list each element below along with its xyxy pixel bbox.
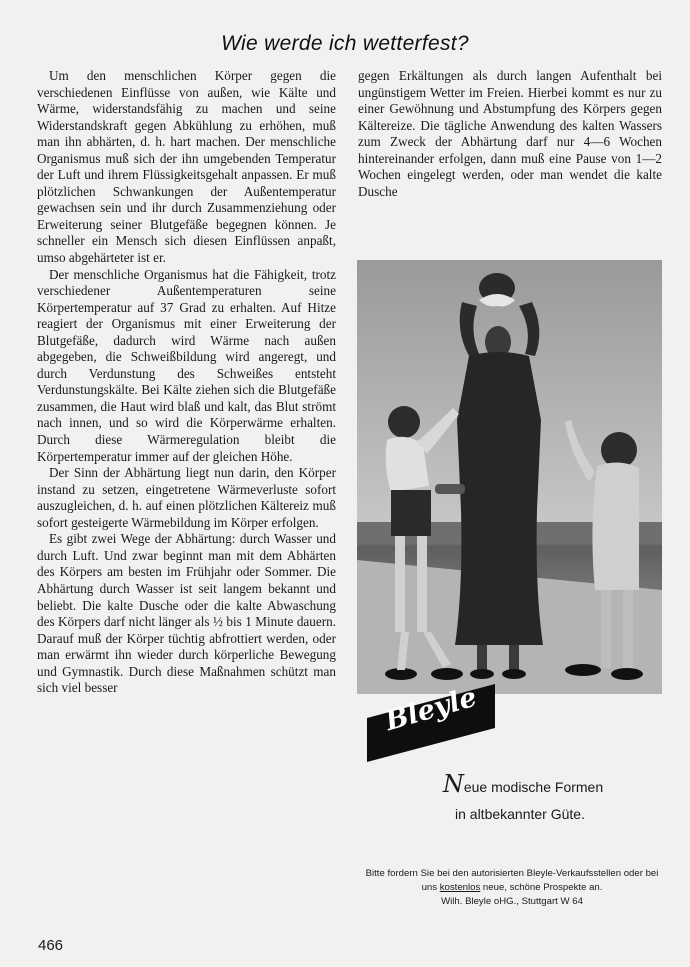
- advertisement-tagline: [390, 771, 650, 828]
- article-paragraph: Der Sinn der Abhärtung liegt nun darin, den Körper instand zu setzen, eingetretene Wärmeverluste sofort auszugleichen, d. h. auf einen plötzlichen Kältereiz muß sofort gesteigerte Wärmebildung im Körper erfolgen.: [37, 465, 336, 530]
- contact-text: Bitte fordern Sie bei den autorisierten Bleyle-Verkaufsstellen oder bei uns: [365, 868, 659, 893]
- article-paragraph: Es gibt zwei Wege der Abhärtung: durch Wasser und durch Luft. Und zwar beginnt man mit dem Abhärten des Körpers am besten im Frühjahr oder Sommer. Die Abhärtung durch Wasser ist seit langem bekannt und beliebt. Die kalte Dusche oder die kalte Abwaschung des Körpers darf nicht länger als ½ bis 1 Minute dauern. Darauf muß der Körper tüchtig abfrottiert werden, oder man erwärmt ihn wieder durch körperliche Bewegung und Gymnastik. Durch diese Maßnahmen schützt man sich viel besser: [37, 531, 336, 696]
- contact-underlined-word: kostenlos: [439, 882, 481, 893]
- article-column-right: [358, 68, 662, 200]
- bleyle-logo-text: Bleyle: [381, 681, 481, 738]
- advertisement-photo-illustration: [357, 260, 662, 694]
- article-paragraph: Der menschliche Organismus hat die Fähigkeit, trotz verschiedener Außentemperaturen seine Körpertemperatur auf 37 Grad zu erhalten. Auf Hitze reagiert der Organismus mit einer Erweiterung der Blutgefäße, dadurch wird Wärme nach außen abgegeben, die Schweißbildung wird angeregt, und durch Verdunstung des Schweißes entsteht Verdunstungskälte. Bei Kälte ziehen sich die Blutgefäße zusammen, die Haut wird blaß und kalt, das Blut strömt nach innen, und so wird die Körperwärme erhalten. Durch diese Wärmeregulation bleibt die Körpertemperatur immer auf der gleichen Höhe.: [37, 266, 336, 464]
- contact-text-end: neue, schöne Prospekte an.: [480, 882, 603, 893]
- tagline-line-1: [390, 771, 650, 801]
- advertisement-contact: [358, 867, 666, 909]
- advertisement-photo: [357, 260, 662, 694]
- article-column-left: [37, 68, 336, 697]
- contact-address: Wilh. Bleyle oHG., Stuttgart W 64: [441, 896, 583, 907]
- article-paragraph: Um den menschlichen Körper gegen die verschiedenen Einflüsse von außen, wie Kälte und Wärme, widerstandsfähig zu machen und seine Widerstandskraft gegen Abkühlung zu erhöhen, muß man ihn abhärten, d. h. hart machen. Der menschliche Organismus muß sich der ihn umgebenden Temperatur der Luft und ihrem Flüssigkeitsgehalt anpassen. Er muß plötzlichen Schwankungen der Außentemperatur gewachsen sein und ihr durch Zusammenziehung oder Erweiterung seiner Blutgefäße begegnen können. Je schneller ein Mensch sich diesen Einflüssen anpaßt, umso abgehärteter ist er.: [37, 68, 336, 266]
- tagline-line-1-text: eue modische Formen: [463, 779, 604, 795]
- page-number: 466: [38, 937, 64, 954]
- tagline-initial: N: [442, 770, 464, 798]
- article-title: Wie werde ich wetterfest?: [221, 32, 469, 55]
- article-paragraph-continued: gegen Erkältungen als durch langen Aufenthalt bei ungünstigem Wetter im Freien. Hierbei kommt es nur zu einer Gewöhnung und Abstumpfung des Körpers gegen Kältereize. Die tägliche Anwendung des kalten Wassers zum Zweck der Abhärtung darf nur 4—6 Wochen hintereinander erfolgen, dann muß eine Pause von 1—2 Wochen eingelegt werden, oder man wendet die kalte Dusche: [358, 68, 662, 199]
- bleyle-logo: [367, 681, 495, 762]
- tagline-line-2: in altbekannter Güte.: [455, 806, 585, 822]
